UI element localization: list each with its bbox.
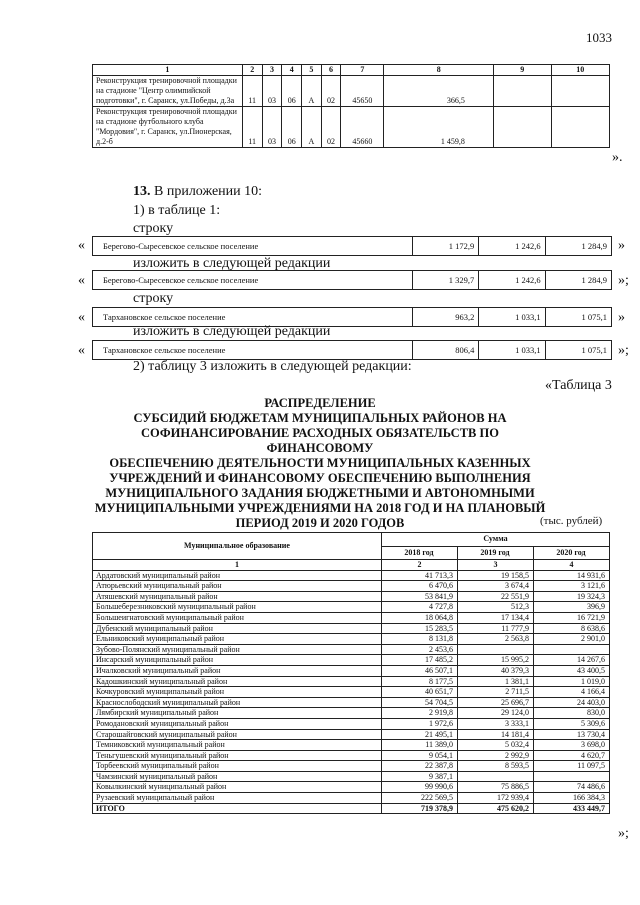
amount-cell: 3 674,4 [457,581,533,592]
amount-cell [457,644,533,655]
cell: 06 [282,76,302,107]
district-name: Зубово-Полянский муниципальный район [93,644,382,655]
item-13-text: В приложении 10: [154,184,263,199]
row-name: Реконструкция тренировочной площадки на стадионе "Центр олимпийской подготовки", г. Саранск, ул.Победы, д.3а [93,76,243,107]
table-row [93,687,610,698]
cell: 1 459,8 [384,107,493,148]
amount-cell: 1 381,1 [457,676,533,687]
row-name: Берегово-Сыресевское сельское поселение [93,271,413,290]
table-header-row [93,65,610,76]
header-cell: 3 [262,65,282,76]
amount-cell: 4 727,8 [381,602,457,613]
row-name: Тархановское сельское поселение [93,341,413,360]
amount-cell: 2 563,8 [457,634,533,645]
amount-cell: 4 166,4 [533,687,609,698]
page-number: 1033 [586,30,612,45]
column-number-row [93,560,610,571]
table-row [93,761,610,772]
title-line: СУБСИДИЙ БЮДЖЕТАМ МУНИЦИПАЛЬНЫХ РАЙОНОВ НА [133,411,507,425]
amount-cell: 29 124,0 [457,708,533,719]
close-quote: »; [618,343,629,358]
item-13 [133,184,262,200]
amount-cell: 3 121,6 [533,581,609,592]
amount-cell: 46 507,1 [381,665,457,676]
cell: 1 284,9 [545,237,611,256]
district-name: Торбеевский муниципальный район [93,761,382,772]
amount-cell: 43 400,5 [533,665,609,676]
table-row [93,697,610,708]
item-13-number: 13. [133,184,151,199]
amount-cell: 13 730,4 [533,729,609,740]
header-cell: 7 [341,65,384,76]
cell: 1 242,6 [479,237,545,256]
table-row [93,655,610,666]
district-name: Теньгушевский муниципальный район [93,750,382,761]
amount-cell: 4 620,7 [533,750,609,761]
amount-cell: 14 931,6 [533,570,609,581]
district-name: Кадошкинский муниципальный район [93,676,382,687]
district-name: Чамзинский муниципальный район [93,771,382,782]
header-cell: 1 [93,65,243,76]
column-header-year: 2019 год [457,546,533,560]
amount-cell: 1 019,0 [533,676,609,687]
cell: А [302,76,321,107]
total-cell: 719 378,9 [381,803,457,814]
amount-cell: 16 721,9 [533,612,609,623]
district-name: Ардатовский муниципальный район [93,570,382,581]
header-cell: 2 [242,65,262,76]
title-line: МУНИЦИПАЛЬНОГО ЗАДАНИЯ БЮДЖЕТНЫМИ И АВТОНОМНЫМИ [105,486,535,500]
total-cell: 433 449,7 [533,803,609,814]
amount-cell: 3 333,1 [457,718,533,729]
cell: 02 [321,76,341,107]
cell: 45660 [341,107,384,148]
table-row [93,750,610,761]
district-name: Ромодановский муниципальный район [93,718,382,729]
close-quote: »; [618,273,629,288]
table-row [93,718,610,729]
cell: 1 329,7 [412,271,478,290]
column-header-year: 2018 год [381,546,457,560]
table-row [93,623,610,634]
table-row [93,793,610,804]
document-title [90,396,550,531]
cell: 11 [242,107,262,148]
amount-cell: 3 698,0 [533,740,609,751]
total-cell: 475 620,2 [457,803,533,814]
cell: 02 [321,107,341,148]
amount-cell: 2 453,6 [381,644,457,655]
cell: 03 [262,76,282,107]
table-body [93,570,610,814]
amount-cell: 5 032,4 [457,740,533,751]
title-line: МУНИЦИПАЛЬНЫМИ УЧРЕЖДЕНИЯМИ НА 2018 ГОД И НА ПЛАНОВЫЙ [94,501,546,515]
close-quote: » [618,310,625,325]
district-name: Лямбирский муниципальный район [93,708,382,719]
column-number: 2 [381,560,457,571]
line-stroku-1: строку [133,221,174,236]
row-name: Реконструкция тренировочной площадки на стадионе футбольного клуба "Мордовия", г. Саранск, ул.Пионерская, д.2-б [93,107,243,148]
header-cell: 10 [551,65,609,76]
amount-cell: 21 495,1 [381,729,457,740]
cell: 1 172,9 [412,237,478,256]
column-header-name: Муниципальное образование [93,533,382,560]
open-quote: « [78,310,85,325]
amount-cell: 512,3 [457,602,533,613]
amount-cell: 54 704,5 [381,697,457,708]
amount-cell: 19 158,5 [457,570,533,581]
cell [551,107,609,148]
units-label: (тыс. рублей) [540,515,603,527]
amount-cell: 53 841,9 [381,591,457,602]
table-row [93,644,610,655]
table-row [93,612,610,623]
district-name: Большеигнатовский муниципальный район [93,612,382,623]
cell: 11 [242,76,262,107]
cell [551,76,609,107]
close-quote: » [618,238,625,253]
amount-cell: 8 638,6 [533,623,609,634]
continuation-table [92,64,610,148]
sub-item-2: 2) таблицу 3 изложить в следующей редакции: [133,359,412,374]
open-quote: « [78,273,85,288]
amount-cell: 6 470,6 [381,581,457,592]
district-name: Кочкуровский муниципальный район [93,687,382,698]
district-name: Атюрьевский муниципальный район [93,581,382,592]
row-name: Берегово-Сыресевское сельское поселение [93,237,413,256]
table-row [93,665,610,676]
header-cell: 8 [384,65,493,76]
cell: 45650 [341,76,384,107]
district-name: Ельниковский муниципальный район [93,634,382,645]
cell: 963,2 [412,308,478,327]
table-row [93,740,610,751]
amount-cell: 40 651,7 [381,687,457,698]
replace-label-2: изложить в следующей редакции [133,324,331,339]
district-name: Темниковский муниципальный район [93,740,382,751]
column-number: 4 [533,560,609,571]
amount-cell: 18 064,8 [381,612,457,623]
title-line: ПЕРИОД 2019 И 2020 ГОДОВ [235,516,405,530]
amount-cell: 74 486,6 [533,782,609,793]
amount-cell: 41 713,3 [381,570,457,581]
amount-cell [457,771,533,782]
amount-cell: 75 886,5 [457,782,533,793]
line-stroku-2: строку [133,291,174,306]
table-row [93,581,610,592]
amount-cell: 40 379,3 [457,665,533,676]
column-number: 1 [93,560,382,571]
district-name: Дубенский муниципальный район [93,623,382,634]
table-row [93,602,610,613]
total-row [93,803,610,814]
amount-cell: 25 696,7 [457,697,533,708]
amount-cell: 8 593,5 [457,761,533,772]
district-name: Ичалковский муниципальный район [93,665,382,676]
cell: 1 075,1 [545,308,611,327]
cell: 1 033,1 [479,308,545,327]
column-number: 3 [457,560,533,571]
amount-cell: 9 054,1 [381,750,457,761]
cell: А [302,107,321,148]
amount-cell: 15 283,5 [381,623,457,634]
cell [493,76,551,107]
amount-cell: 5 309,6 [533,718,609,729]
amount-cell [533,771,609,782]
cell: 06 [282,107,302,148]
amount-cell: 172 939,4 [457,793,533,804]
cell: 366,5 [384,76,493,107]
open-quote: « [78,343,85,358]
table-row-b [92,270,612,290]
amount-cell: 15 995,2 [457,655,533,666]
table-row [93,634,610,645]
table-row [93,591,610,602]
amount-cell: 2 919,8 [381,708,457,719]
amount-cell: 2 711,5 [457,687,533,698]
amount-cell: 222 569,5 [381,793,457,804]
amount-cell: 11 389,0 [381,740,457,751]
amount-cell: 22 387,8 [381,761,457,772]
header-cell: 4 [282,65,302,76]
table-row-a [92,236,612,256]
title-line: СОФИНАНСИРОВАНИЕ РАСХОДНЫХ ОБЯЗАТЕЛЬСТВ ПО ФИНАНСОВОМУ [141,426,499,455]
district-name: Рузаевский муниципальный район [93,793,382,804]
table-row [93,708,610,719]
table-label: «Таблица 3 [545,378,612,393]
table-row [93,782,610,793]
title-line: ОБЕСПЕЧЕНИЮ ДЕЯТЕЛЬНОСТИ МУНИЦИПАЛЬНЫХ КАЗЕННЫХ [109,456,531,470]
district-name: Инсарский муниципальный район [93,655,382,666]
amount-cell: 2 992,9 [457,750,533,761]
amount-cell: 24 403,0 [533,697,609,708]
subsidy-table [92,532,610,814]
table-row [93,107,610,148]
table-row-d [92,340,612,360]
district-name: Ковылкинский муниципальный район [93,782,382,793]
table-header-row [93,533,610,547]
amount-cell: 9 387,1 [381,771,457,782]
replace-label-1: изложить в следующей редакции [133,256,331,271]
amount-cell: 17 485,2 [381,655,457,666]
table-row [93,729,610,740]
table-row [93,771,610,782]
sub-item-1: 1) в таблице 1: [133,203,221,218]
table-row [93,570,610,581]
amount-cell: 19 324,3 [533,591,609,602]
amount-cell: 830,0 [533,708,609,719]
cell: 03 [262,107,282,148]
column-header-year: 2020 год [533,546,609,560]
table-row [93,76,610,107]
amount-cell: 99 990,6 [381,782,457,793]
amount-cell: 166 384,3 [533,793,609,804]
district-name: Старошайговский муниципальный район [93,729,382,740]
district-name: Краснослободский муниципальный район [93,697,382,708]
amount-cell: 14 181,4 [457,729,533,740]
amount-cell: 8 177,5 [381,676,457,687]
district-name: Большеберезниковский муниципальный район [93,602,382,613]
amount-cell: 1 972,6 [381,718,457,729]
cell: 1 075,1 [545,341,611,360]
cell: 1 242,6 [479,271,545,290]
amount-cell [533,644,609,655]
amount-cell: 396,9 [533,602,609,613]
close-quote: »; [618,826,629,841]
cell [493,107,551,148]
amount-cell: 17 134,4 [457,612,533,623]
total-label: ИТОГО [93,803,382,814]
title-line: УЧРЕЖДЕНИЙ И ФИНАНСОВОМУ ОБЕСПЕЧЕНИЮ ВЫПОЛНЕНИЯ [109,471,531,485]
cell: 806,4 [412,341,478,360]
cell: 1 033,1 [479,341,545,360]
amount-cell: 2 901,0 [533,634,609,645]
column-header-sum: Сумма [381,533,609,547]
table-row [93,676,610,687]
header-cell: 5 [302,65,321,76]
cell: 1 284,9 [545,271,611,290]
open-quote: « [78,238,85,253]
amount-cell: 11 097,5 [533,761,609,772]
close-quote: ». [612,150,623,165]
header-cell: 9 [493,65,551,76]
title-line: РАСПРЕДЕЛЕНИЕ [264,396,376,410]
amount-cell: 8 131,8 [381,634,457,645]
header-cell: 6 [321,65,341,76]
amount-cell: 14 267,6 [533,655,609,666]
amount-cell: 11 777,9 [457,623,533,634]
row-name: Тархановское сельское поселение [93,308,413,327]
district-name: Атяшевский муниципальный район [93,591,382,602]
amount-cell: 22 551,9 [457,591,533,602]
